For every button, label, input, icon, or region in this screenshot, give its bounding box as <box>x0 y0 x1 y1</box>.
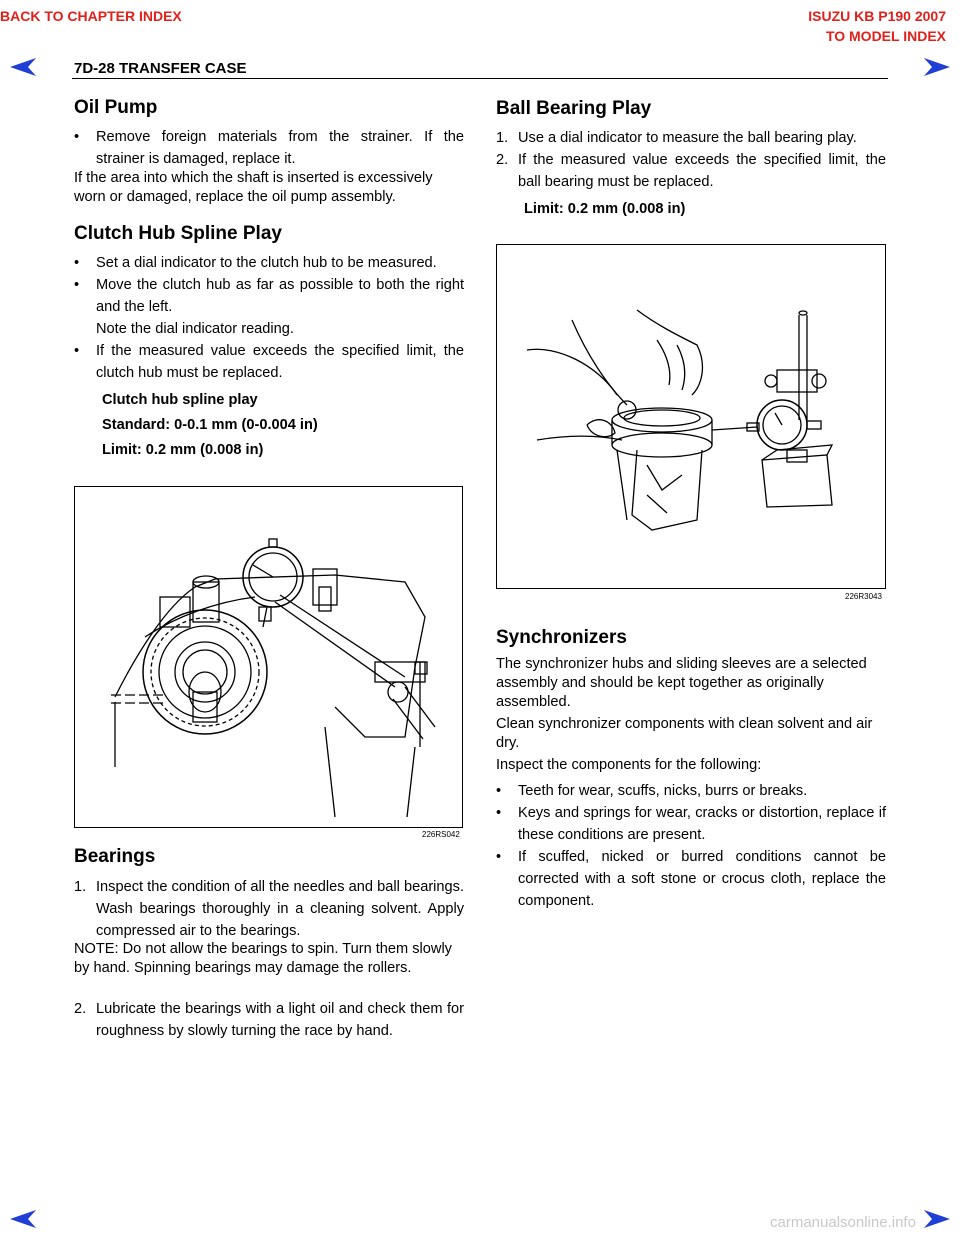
bullet-marker: • <box>496 783 502 799</box>
clutch-hub-bullet-2-note: Note the dial indicator reading. <box>96 321 294 337</box>
next-page-bottom-arrow-icon[interactable] <box>922 1208 952 1230</box>
synchronizers-bullet-2 <box>496 802 886 846</box>
oil-pump-heading: Oil Pump <box>74 97 158 118</box>
oil-pump-bullet-1 <box>74 126 464 170</box>
clutch-hub-spec-title: Clutch hub spline play <box>102 392 258 408</box>
ball-bearing-heading: Ball Bearing Play <box>496 98 652 119</box>
bullet-marker: • <box>74 129 80 145</box>
to-model-index-link[interactable]: TO MODEL INDEX <box>825 28 946 44</box>
bullet-marker: • <box>496 805 502 821</box>
clutch-hub-bullet-1-text: Set a dial indicator to the clutch hub to be measured. <box>96 255 437 271</box>
clutch-hub-bullet-3 <box>74 340 464 384</box>
bearings-note: NOTE: Do not allow the bearings to spin. Turn them slowly by hand. Spinning bearings may damage the rollers. <box>74 941 452 976</box>
bearings-item-1 <box>74 876 464 942</box>
synchronizers-bullet-3-text: If scuffed, nicked or burred conditions cannot be corrected with a soft stone or crocus cloth, replace the component. <box>518 849 886 909</box>
bearings-item-1-text: Inspect the condition of all the needles and ball bearings. Wash bearings thoroughly in a cleaning solvent. Apply compressed air to the bearings. <box>96 879 464 939</box>
synchronizers-bullet-3 <box>496 846 886 912</box>
clutch-hub-dial-indicator-illustration <box>75 487 462 827</box>
bullet-marker: • <box>74 255 80 271</box>
clutch-hub-figure-caption: 226RS042 <box>422 830 460 839</box>
clutch-hub-bullet-3-text: If the measured value exceeds the specified limit, the clutch hub must be replaced. <box>96 343 464 381</box>
bullet-marker: • <box>74 277 80 293</box>
bearings-item-2-text: Lubricate the bearings with a light oil and check them for roughness by slowly turning the race by hand. <box>96 1001 464 1039</box>
synchronizers-paragraph-3: Inspect the components for the following: <box>496 757 762 773</box>
synchronizers-paragraph-1: The synchronizer hubs and sliding sleeves are a selected assembly and should be kept together as originally assembled. <box>496 656 867 710</box>
bearings-item-2-number: 2. <box>74 1001 87 1017</box>
ball-bearing-dial-indicator-illustration <box>497 245 885 588</box>
ball-bearing-limit: Limit: 0.2 mm (0.008 in) <box>524 201 686 217</box>
ball-bearing-item-2-text: If the measured value exceeds the specified limit, the ball bearing must be replaced. <box>518 152 886 190</box>
clutch-hub-heading: Clutch Hub Spline Play <box>74 223 282 244</box>
prev-page-bottom-arrow-icon[interactable] <box>8 1208 38 1230</box>
back-to-chapter-link[interactable]: BACK TO CHAPTER INDEX <box>0 8 182 24</box>
clutch-hub-spec-limit: Limit: 0.2 mm (0.008 in) <box>102 442 264 458</box>
ball-bearing-figure <box>496 244 886 589</box>
ball-bearing-item-2 <box>496 149 886 193</box>
synchronizers-bullet-1 <box>496 780 886 802</box>
prev-page-arrow-icon[interactable] <box>8 56 38 78</box>
watermark-text: carmanualsonline.info <box>770 1214 916 1231</box>
bullet-marker: • <box>74 343 80 359</box>
ball-bearing-item-1-text: Use a dial indicator to measure the ball bearing play. <box>518 130 857 146</box>
oil-pump-paragraph: If the area into which the shaft is inserted is excessively worn or damaged, replace the oil pump assembly. <box>74 170 433 205</box>
ball-bearing-figure-caption: 226R3043 <box>845 592 882 601</box>
next-page-arrow-icon[interactable] <box>922 56 952 78</box>
bearings-item-1-number: 1. <box>74 879 87 895</box>
synchronizers-bullet-2-text: Keys and springs for wear, cracks or distortion, replace if these conditions are present. <box>518 805 886 843</box>
clutch-hub-figure <box>74 486 463 828</box>
ball-bearing-item-1-number: 1. <box>496 130 509 146</box>
model-title-link[interactable]: ISUZU KB P190 2007 <box>808 8 946 24</box>
clutch-hub-spec-standard: Standard: 0-0.1 mm (0-0.004 in) <box>102 417 318 433</box>
synchronizers-heading: Synchronizers <box>496 627 627 648</box>
header-rule <box>72 78 888 79</box>
bullet-marker: • <box>496 849 502 865</box>
bearings-item-2 <box>74 998 464 1042</box>
clutch-hub-bullet-2 <box>74 274 464 340</box>
ball-bearing-item-2-number: 2. <box>496 152 509 168</box>
oil-pump-bullet-1-text: Remove foreign materials from the strainer. If the strainer is damaged, replace it. <box>96 129 464 167</box>
clutch-hub-bullet-2-text: Move the clutch hub as far as possible to both the right and the left. <box>96 277 464 315</box>
page-header-title: 7D-28 TRANSFER CASE <box>74 60 247 77</box>
synchronizers-bullet-1-text: Teeth for wear, scuffs, nicks, burrs or breaks. <box>518 783 808 799</box>
ball-bearing-item-1 <box>496 127 886 149</box>
bearings-heading: Bearings <box>74 846 156 867</box>
synchronizers-paragraph-2: Clean synchronizer components with clean solvent and air dry. <box>496 716 873 751</box>
clutch-hub-bullet-1 <box>74 252 464 274</box>
